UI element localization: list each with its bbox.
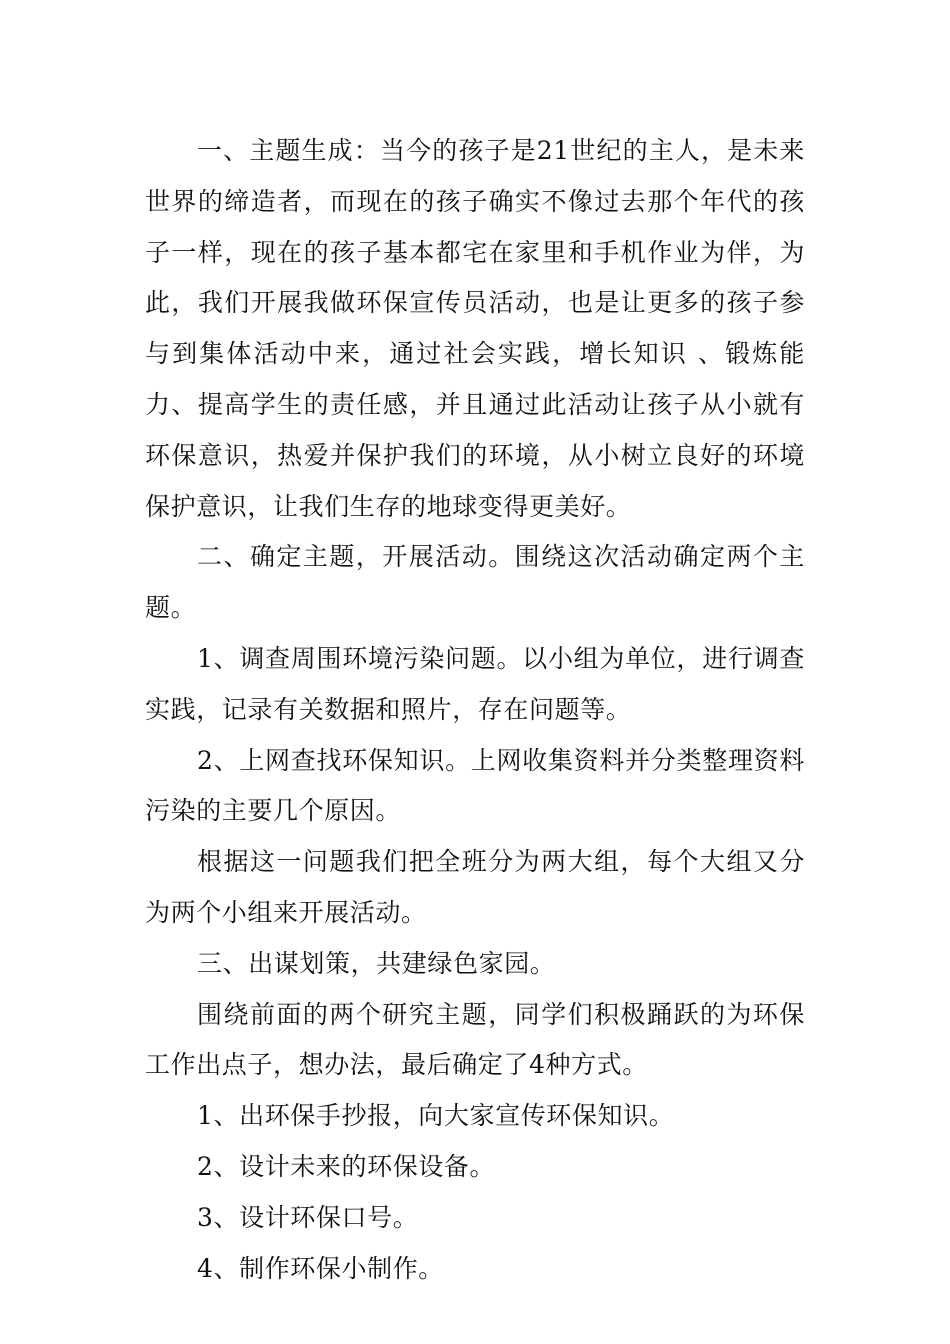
paragraph-method-3: 3、设计环保口号。 — [197, 1202, 419, 1232]
paragraph-grouping: 根据这一问题我们把全班分为两大组，每个大组又分为两个小组来开展活动。 — [145, 847, 805, 927]
paragraph-method-1: 1、出环保手抄报，向大家宣传环保知识。 — [197, 1101, 675, 1131]
paragraph-item-online-research: 2、上网查找环保知识。上网收集资料并分类整理资料污染的主要几个原因。 — [145, 745, 805, 826]
paragraph-theme-generation: 一、主题生成：当今的孩子是21世纪的主人，是未来世界的缔造者，而现在的孩子确实不像过去那个年代的孩子一样，现在的孩子基本都宅在家里和手机作业为伴，为此，我们开展我做环保宣传员活动，也是让更多的孩子参与到集体活动中来，通过社会实践，增长知识 、锻炼能力、提高学生的责任感，并且通过此活动让孩子从小就有环保意识，热爱并保护我们的环境，从小树立良好的环境保护意识，让我们生存的地球变得更美好。 — [145, 136, 805, 521]
paragraph-method-4: 4、制作环保小制作。 — [197, 1253, 444, 1283]
paragraph-define-theme: 二、确定主题，开展活动。围绕这次活动确定两个主题。 — [145, 542, 805, 623]
paragraph-method-2: 2、设计未来的环保设备。 — [197, 1151, 496, 1181]
document-body — [145, 126, 805, 1294]
paragraph-item-survey: 1、调查周围环境污染问题。以小组为单位，进行调查实践，记录有关数据和照片，存在问题等。 — [145, 643, 805, 724]
paragraph-strategy-intro: 围绕前面的两个研究主题，同学们积极踊跃的为环保工作出点子，想办法，最后确定了4种方式。 — [145, 999, 805, 1080]
paragraph-strategy-heading: 三、出谋划策，共建绿色家园。 — [197, 948, 556, 978]
